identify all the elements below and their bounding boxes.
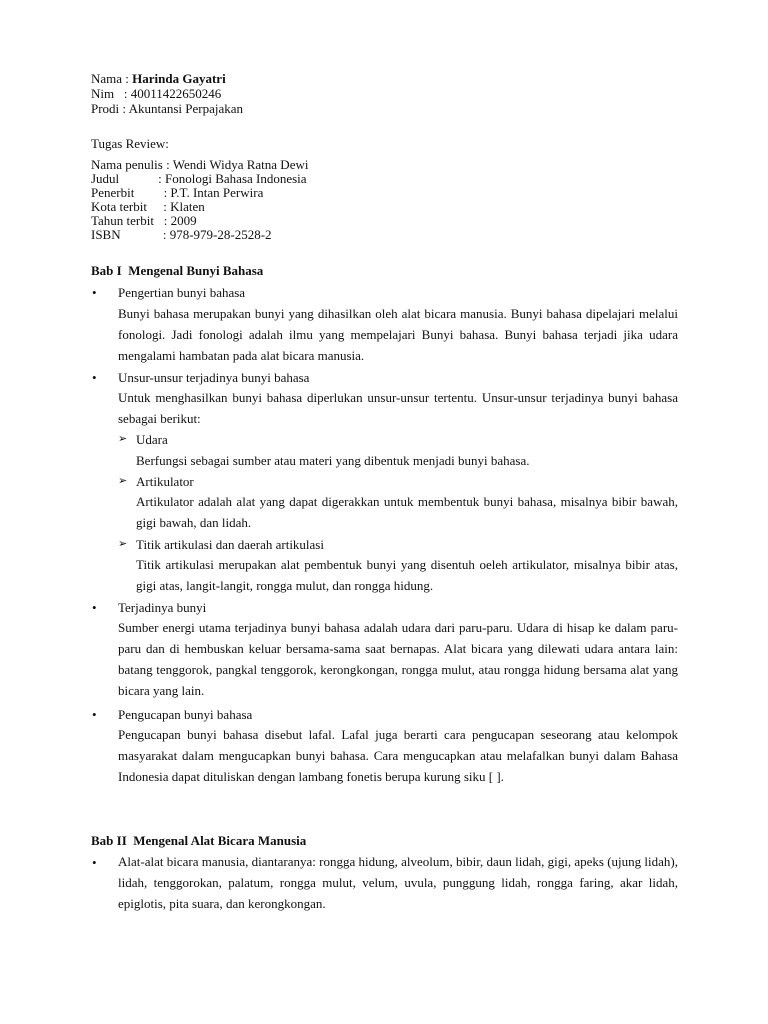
bab1-bullet4-label: Pengucapan bunyi bahasa [118, 707, 253, 722]
bab1-bullet1-text: Bunyi bahasa merupakan bunyi yang dihasilkan oleh alat bicara manusia. Bunyi bahasa dipelajari melalui fonologi. Jadi fonologi adalah ilmu yang mempelajari Bunyi bahasa. Bunyi bahasa terjadi jika udara mengalami hambatan pada alat bicara manusia. [118, 306, 678, 363]
bullet-icon: • [92, 285, 97, 300]
bullet-icon: • [92, 370, 97, 385]
arrow-icon: ➢ [118, 433, 128, 445]
nama-line [91, 71, 226, 86]
nim-line: Nim : 40011422650246 [91, 86, 222, 101]
tahun-line: Tahun terbit : 2009 [91, 213, 197, 228]
bab1-bullet4-text: Pengucapan bunyi bahasa disebut lafal. Lafal juga berarti cara pengucapan seseorang atau kelompok masyarakat dalam mengucapkan bunyi bahasa. Cara mengucapkan atau melafalkan bunyi dalam Bahasa Indonesia dapat dituliskan dengan lambang fonetis berupa kurung siku [ ]. [118, 727, 678, 784]
nama-value: Harinda Gayatri [132, 71, 226, 86]
bab2-title: Bab II Mengenal Alat Bicara Manusia [91, 833, 307, 848]
penerbit-line: Penerbit : P.T. Intan Perwira [91, 185, 264, 200]
bullet-icon: • [92, 600, 97, 615]
sub-titik-text: Titik artikulasi merupakan alat pembentuk bunyi yang disentuh oeleh artikulator, misalnya bibir atas, gigi atas, langit-langit, rongga mulut, dan rongga hidung. [136, 557, 678, 593]
arrow-icon: ➢ [118, 538, 128, 550]
arrow-icon: ➢ [118, 475, 128, 487]
kota-line: Kota terbit : Klaten [91, 199, 205, 214]
sub-artikulator-text: Artikulator adalah alat yang dapat digerakkan untuk membentuk bunyi bahasa, misalnya bibir bawah, gigi bawah, dan lidah. [136, 494, 678, 530]
judul-line: Judul : Fonologi Bahasa Indonesia [91, 171, 307, 186]
bab1-bullet3-text: Sumber energi utama terjadinya bunyi bahasa adalah udara dari paru-paru. Udara di hisap ke dalam paru-paru dan di hembuskan keluar bersama-sama saat bernapas. Alat bicara yang dilewati udara antara lain: batang tenggorok, pangkal tenggorok, kerongkongan, rongga mulut, atau rongga hidung bersama alat yang bicara yang lain. [118, 620, 678, 698]
bab1-bullet3-label: Terjadinya bunyi [118, 600, 207, 615]
bab1-title: Bab I Mengenal Bunyi Bahasa [91, 263, 264, 278]
prodi-line: Prodi : Akuntansi Perpajakan [91, 101, 244, 116]
bab1-bullet1-label: Pengertian bunyi bahasa [118, 285, 246, 300]
sub-udara-label: Udara [136, 432, 168, 447]
bab1-bullet2-text: Untuk menghasilkan bunyi bahasa diperlukan unsur-unsur tertentu. Unsur-unsur terjadinya bunyi bahasa sebagai berikut: [118, 390, 678, 426]
sub-udara-text: Berfungsi sebagai sumber atau materi yang dibentuk menjadi bunyi bahasa. [136, 453, 530, 468]
sub-artikulator-label: Artikulator [136, 474, 194, 489]
review-title: Tugas Review: [91, 136, 169, 151]
bab1-bullet2-label: Unsur-unsur terjadinya bunyi bahasa [118, 370, 310, 385]
isbn-line: ISBN : 978-979-28-2528-2 [91, 227, 272, 242]
penulis-line: Nama penulis : Wendi Widya Ratna Dewi [91, 157, 309, 172]
nama-label: Nama : [91, 71, 133, 86]
bullet-icon: • [92, 707, 97, 722]
bab2-bullet1-text: Alat-alat bicara manusia, diantaranya: rongga hidung, alveolum, bibir, daun lidah, gigi, apeks (ujung lidah), lidah, tenggorokan, palatum, rongga mulut, velum, uvula, punggung lidah, rongga faring, akar lidah, epiglotis, pita suara, dan kerongkongan. [118, 854, 678, 911]
bullet-icon: • [92, 855, 97, 870]
sub-titik-label: Titik artikulasi dan daerah artikulasi [136, 537, 324, 552]
